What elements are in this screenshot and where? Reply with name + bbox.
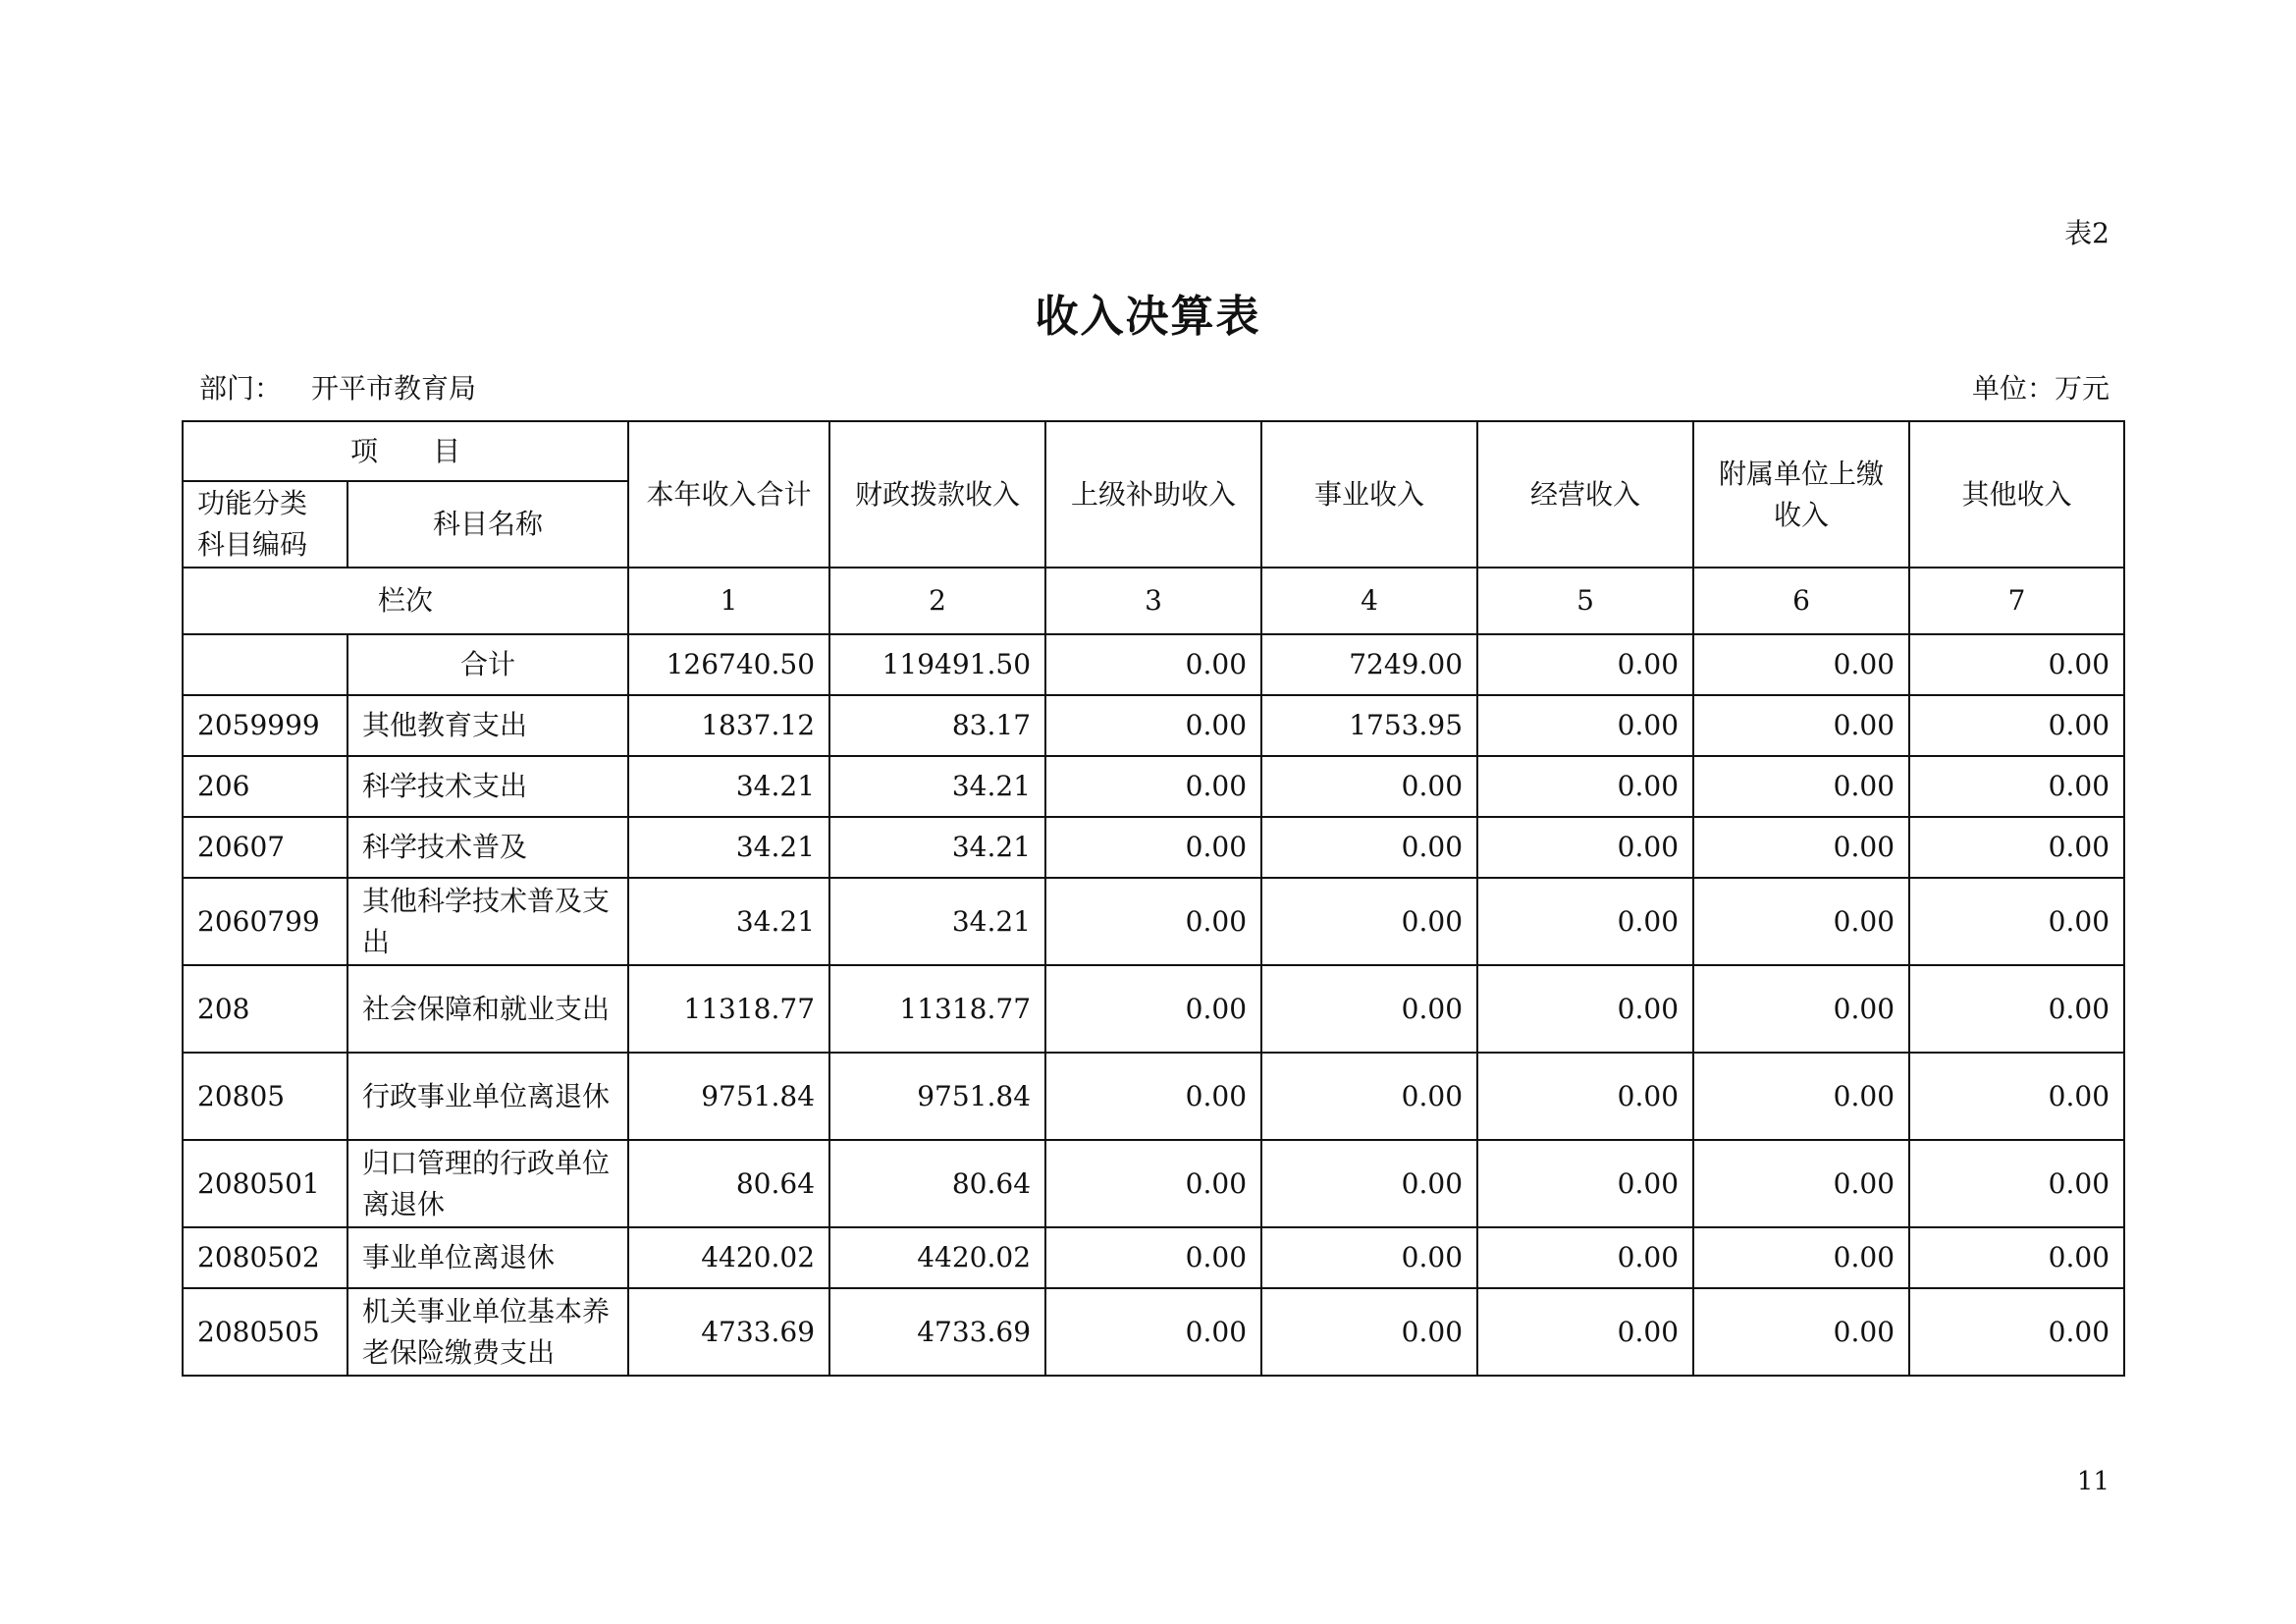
row-value: 0.00 <box>1693 1140 1909 1227</box>
row-value: 0.00 <box>1909 695 2124 756</box>
row-code: 20805 <box>183 1053 347 1140</box>
row-value: 1753.95 <box>1261 695 1477 756</box>
row-value: 0.00 <box>1693 1227 1909 1288</box>
table-row <box>183 817 2124 878</box>
row-value: 0.00 <box>1909 1140 2124 1227</box>
header-row-1 <box>183 421 2124 481</box>
header-col-2: 财政拨款收入 <box>829 421 1045 568</box>
table-row <box>183 878 2124 965</box>
row-value: 7249.00 <box>1261 634 1477 695</box>
row-value: 0.00 <box>1909 817 2124 878</box>
column-number: 4 <box>1261 568 1477 634</box>
row-value: 0.00 <box>1693 634 1909 695</box>
header-col-1: 本年收入合计 <box>628 421 829 568</box>
row-value: 1837.12 <box>628 695 829 756</box>
row-value: 0.00 <box>1261 1053 1477 1140</box>
row-value: 0.00 <box>1693 878 1909 965</box>
row-value: 80.64 <box>628 1140 829 1227</box>
row-value: 0.00 <box>1477 756 1693 817</box>
row-value: 0.00 <box>1477 1288 1693 1376</box>
row-value: 0.00 <box>1045 1140 1261 1227</box>
row-value: 34.21 <box>829 878 1045 965</box>
header-project: 项 目 <box>183 421 628 481</box>
row-value: 0.00 <box>1909 756 2124 817</box>
table-number: 表2 <box>2064 217 2109 249</box>
row-value: 0.00 <box>1045 1288 1261 1376</box>
row-name: 行政事业单位离退休 <box>347 1053 628 1140</box>
row-value: 0.00 <box>1693 1053 1909 1140</box>
row-value: 126740.50 <box>628 634 829 695</box>
row-value: 4420.02 <box>829 1227 1045 1288</box>
row-code: 206 <box>183 756 347 817</box>
row-value: 0.00 <box>1477 634 1693 695</box>
row-value: 34.21 <box>829 756 1045 817</box>
header-col-6: 附属单位上缴收入 <box>1693 421 1909 568</box>
row-value: 0.00 <box>1693 756 1909 817</box>
column-number: 5 <box>1477 568 1693 634</box>
row-code: 2080505 <box>183 1288 347 1376</box>
row-value: 0.00 <box>1477 965 1693 1053</box>
table-row <box>183 756 2124 817</box>
row-value: 0.00 <box>1909 965 2124 1053</box>
row-value: 11318.77 <box>628 965 829 1053</box>
row-value: 0.00 <box>1477 1053 1693 1140</box>
department-label: 部门： <box>199 372 283 405</box>
header-name: 科目名称 <box>347 481 628 568</box>
row-value: 0.00 <box>1477 817 1693 878</box>
row-code: 208 <box>183 965 347 1053</box>
header-col-3: 上级补助收入 <box>1045 421 1261 568</box>
row-code: 2080501 <box>183 1140 347 1227</box>
row-name: 归口管理的行政单位离退休 <box>347 1140 628 1227</box>
column-number-row <box>183 568 2124 634</box>
row-value: 0.00 <box>1261 1140 1477 1227</box>
row-value: 11318.77 <box>829 965 1045 1053</box>
row-value: 0.00 <box>1909 1288 2124 1376</box>
row-value: 0.00 <box>1477 878 1693 965</box>
row-value: 9751.84 <box>628 1053 829 1140</box>
row-value: 34.21 <box>628 878 829 965</box>
row-value: 0.00 <box>1477 1227 1693 1288</box>
row-code: 2080502 <box>183 1227 347 1288</box>
page-number: 11 <box>2076 1467 2109 1496</box>
row-value: 0.00 <box>1045 695 1261 756</box>
column-number: 2 <box>829 568 1045 634</box>
row-value: 0.00 <box>1261 1288 1477 1376</box>
row-value: 0.00 <box>1045 634 1261 695</box>
row-value: 0.00 <box>1261 965 1477 1053</box>
income-table <box>182 420 2125 1377</box>
row-value: 34.21 <box>628 756 829 817</box>
column-number: 3 <box>1045 568 1261 634</box>
row-value: 0.00 <box>1261 878 1477 965</box>
header-col-7: 其他收入 <box>1909 421 2124 568</box>
row-name: 合计 <box>347 634 628 695</box>
row-value: 119491.50 <box>829 634 1045 695</box>
row-value: 0.00 <box>1909 634 2124 695</box>
row-name: 科学技术支出 <box>347 756 628 817</box>
row-value: 0.00 <box>1045 1053 1261 1140</box>
row-value: 0.00 <box>1693 965 1909 1053</box>
table-row <box>183 695 2124 756</box>
row-value: 4733.69 <box>829 1288 1045 1376</box>
row-value: 0.00 <box>1477 695 1693 756</box>
row-value: 34.21 <box>628 817 829 878</box>
row-value: 0.00 <box>1045 756 1261 817</box>
row-value: 83.17 <box>829 695 1045 756</box>
row-name: 社会保障和就业支出 <box>347 965 628 1053</box>
row-value: 0.00 <box>1693 1288 1909 1376</box>
row-value: 0.00 <box>1045 817 1261 878</box>
row-code: 2059999 <box>183 695 347 756</box>
table-row <box>183 1288 2124 1376</box>
row-value: 0.00 <box>1477 1140 1693 1227</box>
row-name: 事业单位离退休 <box>347 1227 628 1288</box>
table-row <box>183 1140 2124 1227</box>
row-value: 0.00 <box>1693 695 1909 756</box>
row-name: 科学技术普及 <box>347 817 628 878</box>
row-value: 0.00 <box>1909 1227 2124 1288</box>
table-row <box>183 965 2124 1053</box>
header-code: 功能分类科目编码 <box>183 481 347 568</box>
table-row <box>183 1053 2124 1140</box>
column-number: 7 <box>1909 568 2124 634</box>
row-code: 20607 <box>183 817 347 878</box>
row-value: 0.00 <box>1045 965 1261 1053</box>
header-col-5: 经营收入 <box>1477 421 1693 568</box>
row-value: 80.64 <box>829 1140 1045 1227</box>
row-value: 0.00 <box>1045 1227 1261 1288</box>
row-value: 0.00 <box>1261 817 1477 878</box>
row-number-label: 栏次 <box>183 568 628 634</box>
department-name: 开平市教育局 <box>311 372 477 405</box>
row-value: 0.00 <box>1909 1053 2124 1140</box>
header-col-4: 事业收入 <box>1261 421 1477 568</box>
row-value: 34.21 <box>829 817 1045 878</box>
unit-label: 单位：万元 <box>1971 372 2109 405</box>
row-value: 4733.69 <box>628 1288 829 1376</box>
row-value: 0.00 <box>1693 817 1909 878</box>
row-value: 0.00 <box>1261 1227 1477 1288</box>
row-value: 0.00 <box>1909 878 2124 965</box>
row-value: 4420.02 <box>628 1227 829 1288</box>
row-code <box>183 634 347 695</box>
department-line <box>199 367 476 406</box>
table-row <box>183 1227 2124 1288</box>
row-name: 机关事业单位基本养老保险缴费支出 <box>347 1288 628 1376</box>
column-number: 1 <box>628 568 829 634</box>
row-name: 其他科学技术普及支出 <box>347 878 628 965</box>
row-name: 其他教育支出 <box>347 695 628 756</box>
table-row-total <box>183 634 2124 695</box>
row-code: 2060799 <box>183 878 347 965</box>
row-value: 0.00 <box>1045 878 1261 965</box>
column-number: 6 <box>1693 568 1909 634</box>
row-value: 0.00 <box>1261 756 1477 817</box>
row-value: 9751.84 <box>829 1053 1045 1140</box>
page-title: 收入决算表 <box>1035 292 1261 342</box>
